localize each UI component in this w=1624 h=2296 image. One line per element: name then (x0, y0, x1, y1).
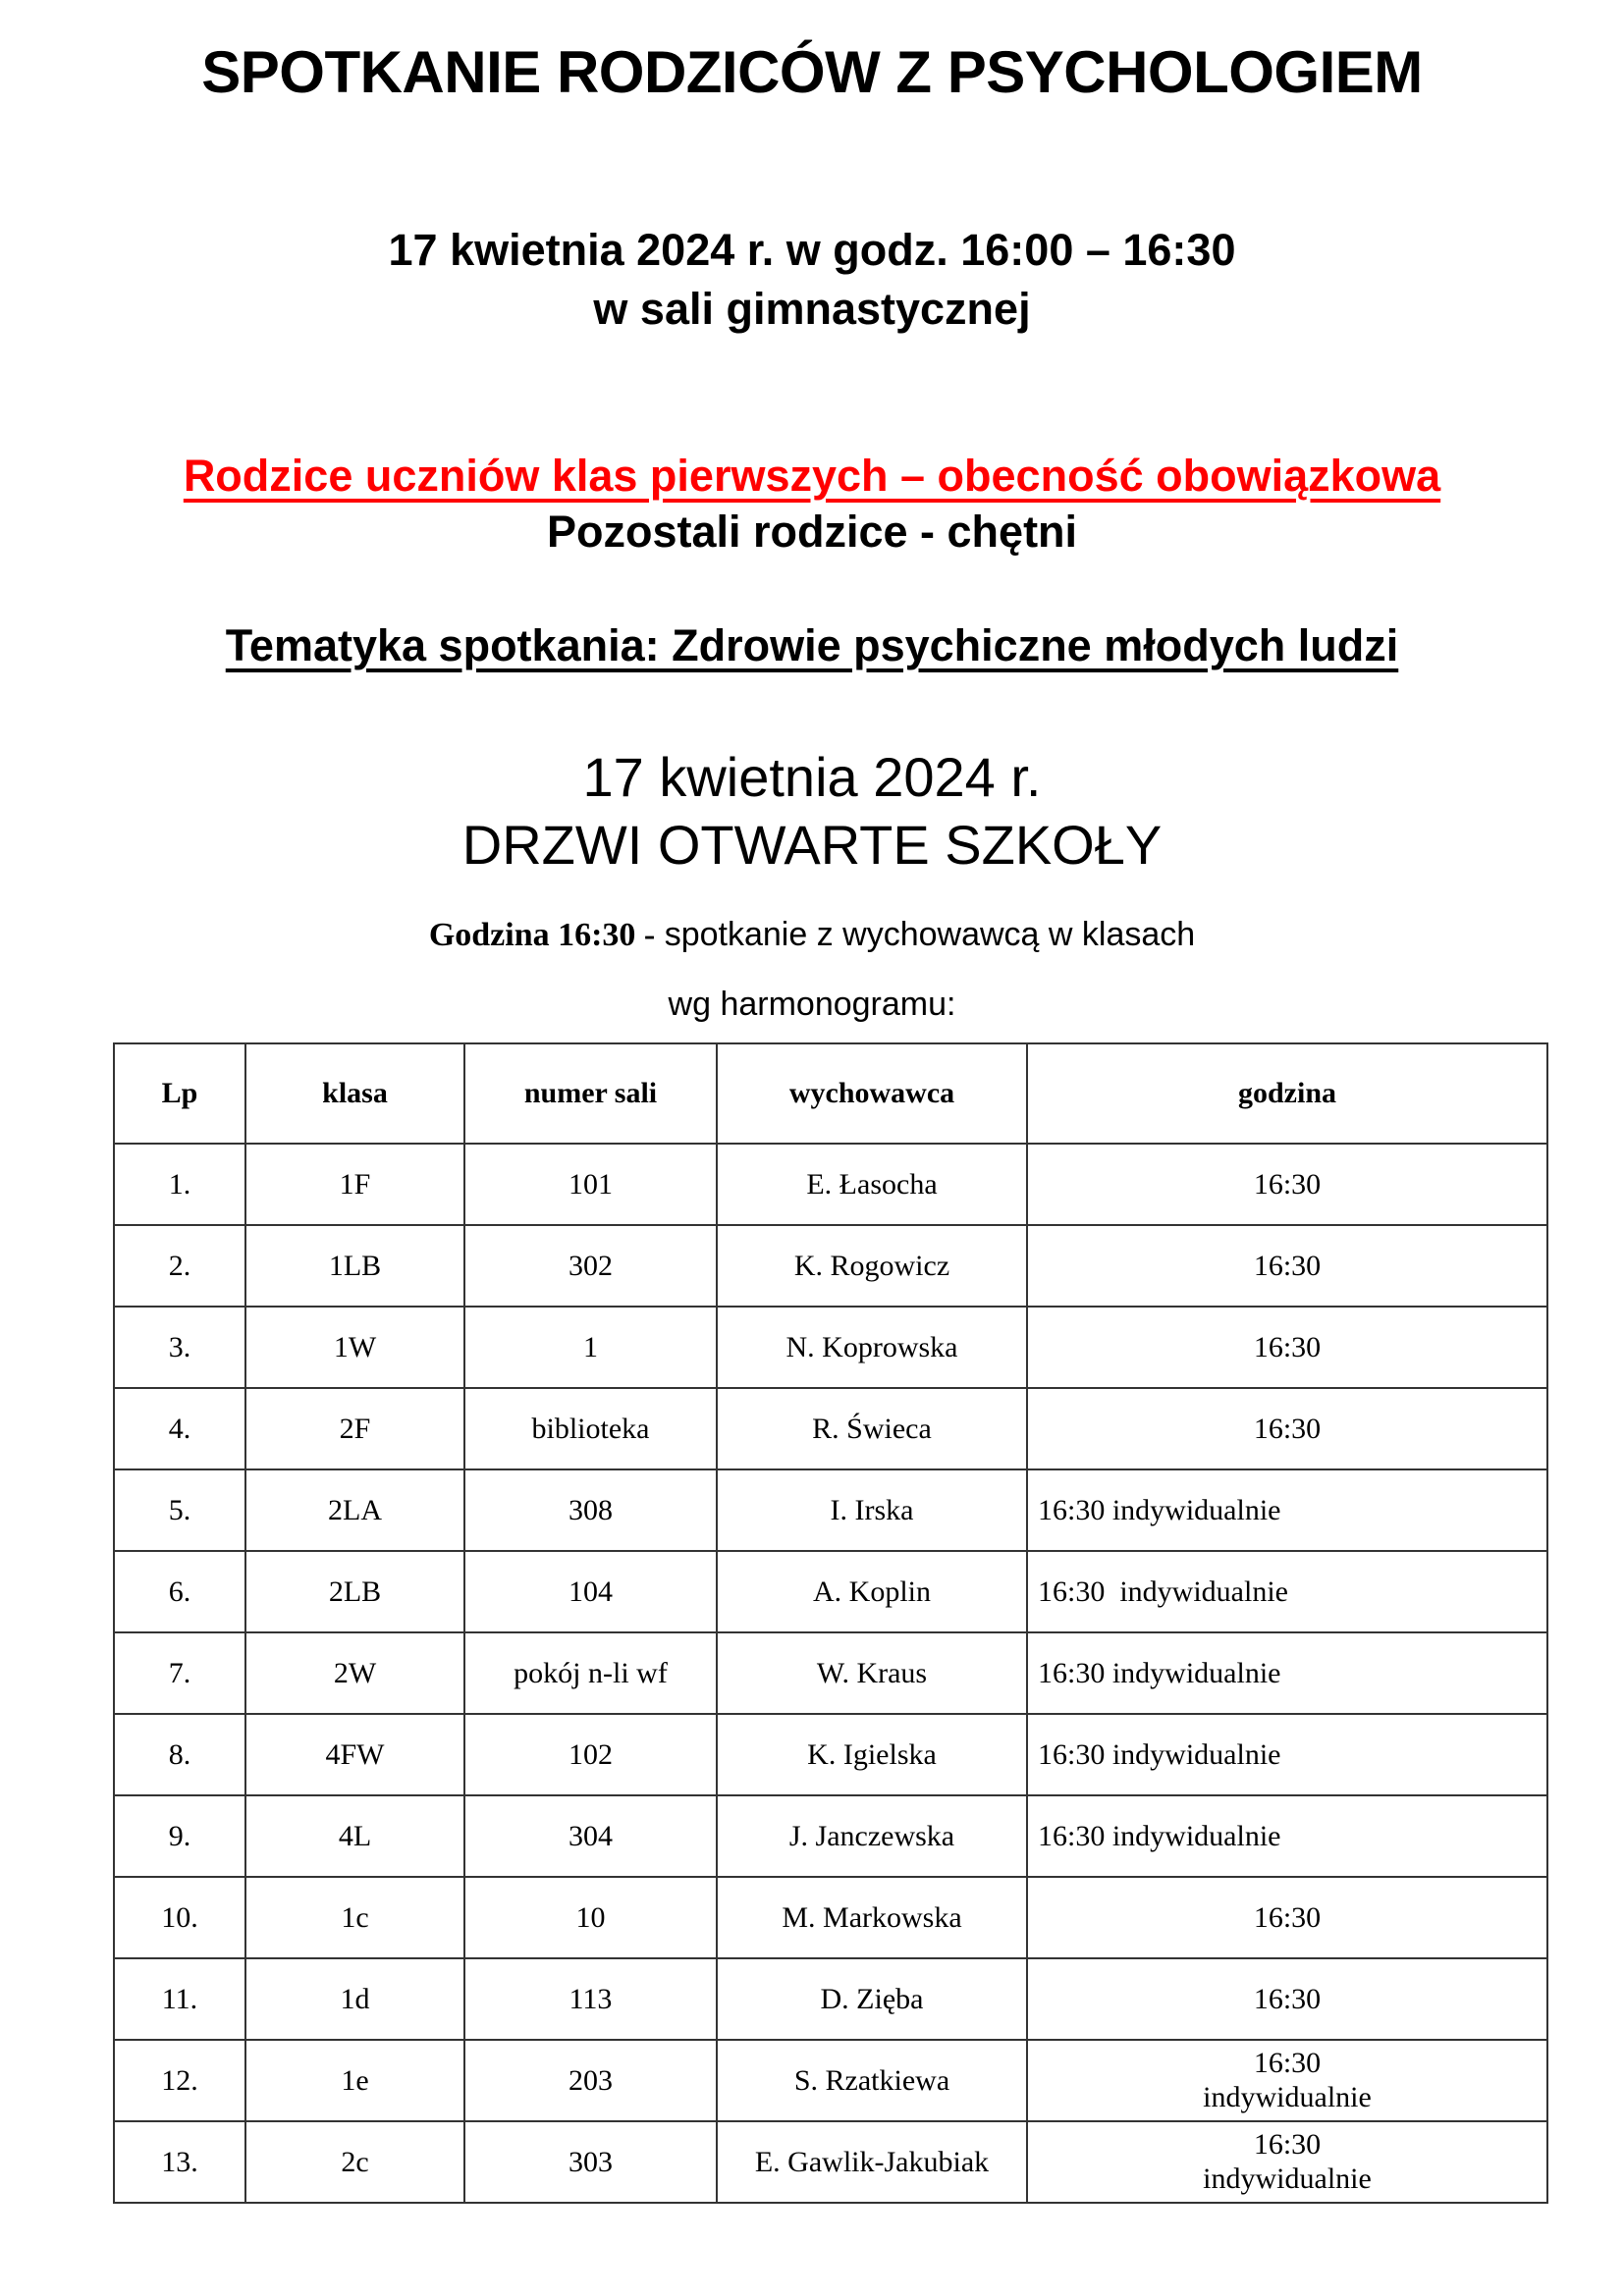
schedule-note: wg harmonogramu: (668, 986, 956, 1023)
open-day-hour-text: spotkanie z wychowawcą w klasach (655, 916, 1196, 953)
table-row (114, 2040, 1547, 2121)
table-row (114, 1632, 1547, 1714)
cell-godzina: 16:30 indywidualnie (1027, 2040, 1547, 2121)
cell-lp: 12. (114, 2040, 245, 2121)
table-row (114, 1388, 1547, 1469)
meeting-date-time: 17 kwietnia 2024 r. w godz. 16:00 – 16:30 (388, 225, 1236, 275)
meeting-topic-text: Tematyka spotkania: Zdrowie psychiczne młodych ludzi (225, 620, 1399, 670)
schedule-table (113, 1042, 1548, 2204)
cell-numer-sali: 101 (464, 1144, 717, 1225)
table-row (114, 1469, 1547, 1551)
cell-wychowawca: R. Świeca (717, 1388, 1027, 1469)
mandatory-attendance-text: Rodzice uczniów klas pierwszych – obecność obowiązkowa (183, 451, 1441, 501)
cell-klasa: 2W (245, 1632, 464, 1714)
cell-klasa: 1LB (245, 1225, 464, 1307)
column-header-klasa: klasa (245, 1043, 464, 1144)
cell-wychowawca: I. Irska (717, 1469, 1027, 1551)
cell-godzina: 16:30 indywidualnie (1027, 1469, 1547, 1551)
table-row (114, 2121, 1547, 2203)
cell-godzina: 16:30 indywidualnie (1027, 1632, 1547, 1714)
cell-klasa: 1W (245, 1307, 464, 1388)
cell-wychowawca: N. Koprowska (717, 1307, 1027, 1388)
cell-numer-sali: 203 (464, 2040, 717, 2121)
cell-lp: 13. (114, 2121, 245, 2203)
table-row (114, 1958, 1547, 2040)
cell-klasa: 1F (245, 1144, 464, 1225)
meeting-topic (0, 620, 1624, 670)
cell-wychowawca: J. Janczewska (717, 1795, 1027, 1877)
cell-wychowawca: M. Markowska (717, 1877, 1027, 1958)
cell-klasa: 4FW (245, 1714, 464, 1795)
mandatory-attendance-notice (0, 451, 1624, 501)
cell-lp: 7. (114, 1632, 245, 1714)
open-day-title: DRZWI OTWARTE SZKOŁY (461, 814, 1163, 876)
column-header-lp: Lp (114, 1043, 245, 1144)
cell-lp: 6. (114, 1551, 245, 1632)
cell-wychowawca: W. Kraus (717, 1632, 1027, 1714)
cell-wychowawca: A. Koplin (717, 1551, 1027, 1632)
cell-wychowawca: S. Rzatkiewa (717, 2040, 1027, 2121)
table-row (114, 1795, 1547, 1877)
table-row (114, 1714, 1547, 1795)
cell-klasa: 2LA (245, 1469, 464, 1551)
cell-numer-sali: 302 (464, 1225, 717, 1307)
column-header-godzina: godzina (1027, 1043, 1547, 1144)
cell-numer-sali: 1 (464, 1307, 717, 1388)
cell-wychowawca: E. Gawlik-Jakubiak (717, 2121, 1027, 2203)
table-row (114, 1551, 1547, 1632)
cell-lp: 5. (114, 1469, 245, 1551)
table-row (114, 1225, 1547, 1307)
cell-godzina: 16:30 indywidualnie (1027, 2121, 1547, 2203)
cell-numer-sali: 308 (464, 1469, 717, 1551)
cell-numer-sali: pokój n-li wf (464, 1632, 717, 1714)
cell-wychowawca: D. Zięba (717, 1958, 1027, 2040)
cell-numer-sali: 104 (464, 1551, 717, 1632)
cell-klasa: 1c (245, 1877, 464, 1958)
open-day-hour-label: Godzina 16:30 - (428, 917, 656, 953)
cell-godzina: 16:30 (1027, 1225, 1547, 1307)
cell-godzina: 16:30 indywidualnie (1027, 1795, 1547, 1877)
cell-godzina: 16:30 (1027, 1958, 1547, 2040)
cell-godzina: 16:30 (1027, 1877, 1547, 1958)
cell-lp: 3. (114, 1307, 245, 1388)
open-day-hour-line (0, 918, 1624, 952)
page-title: SPOTKANIE RODZICÓW Z PSYCHOLOGIEM (201, 39, 1423, 105)
cell-klasa: 1e (245, 2040, 464, 2121)
open-day-date: 17 kwietnia 2024 r. (582, 746, 1042, 808)
cell-numer-sali: 102 (464, 1714, 717, 1795)
meeting-location: w sali gimnastycznej (593, 284, 1031, 334)
cell-numer-sali: biblioteka (464, 1388, 717, 1469)
cell-wychowawca: K. Rogowicz (717, 1225, 1027, 1307)
cell-lp: 11. (114, 1958, 245, 2040)
cell-klasa: 2LB (245, 1551, 464, 1632)
cell-klasa: 2c (245, 2121, 464, 2203)
table-header-row (114, 1043, 1547, 1144)
cell-lp: 2. (114, 1225, 245, 1307)
table-row (114, 1307, 1547, 1388)
cell-klasa: 2F (245, 1388, 464, 1469)
cell-lp: 8. (114, 1714, 245, 1795)
column-header-numer-sali: numer sali (464, 1043, 717, 1144)
cell-lp: 1. (114, 1144, 245, 1225)
cell-numer-sali: 304 (464, 1795, 717, 1877)
cell-godzina: 16:30 (1027, 1144, 1547, 1225)
cell-numer-sali: 10 (464, 1877, 717, 1958)
cell-godzina: 16:30 indywidualnie (1027, 1551, 1547, 1632)
cell-lp: 4. (114, 1388, 245, 1469)
cell-klasa: 4L (245, 1795, 464, 1877)
cell-lp: 9. (114, 1795, 245, 1877)
cell-numer-sali: 303 (464, 2121, 717, 2203)
cell-wychowawca: E. Łasocha (717, 1144, 1027, 1225)
optional-attendance-notice: Pozostali rodzice - chętni (546, 507, 1078, 557)
cell-lp: 10. (114, 1877, 245, 1958)
table-row (114, 1144, 1547, 1225)
cell-numer-sali: 113 (464, 1958, 717, 2040)
column-header-wychowawca: wychowawca (717, 1043, 1027, 1144)
cell-wychowawca: K. Igielska (717, 1714, 1027, 1795)
cell-godzina: 16:30 (1027, 1307, 1547, 1388)
cell-godzina: 16:30 indywidualnie (1027, 1714, 1547, 1795)
table-row (114, 1877, 1547, 1958)
cell-godzina: 16:30 (1027, 1388, 1547, 1469)
cell-klasa: 1d (245, 1958, 464, 2040)
